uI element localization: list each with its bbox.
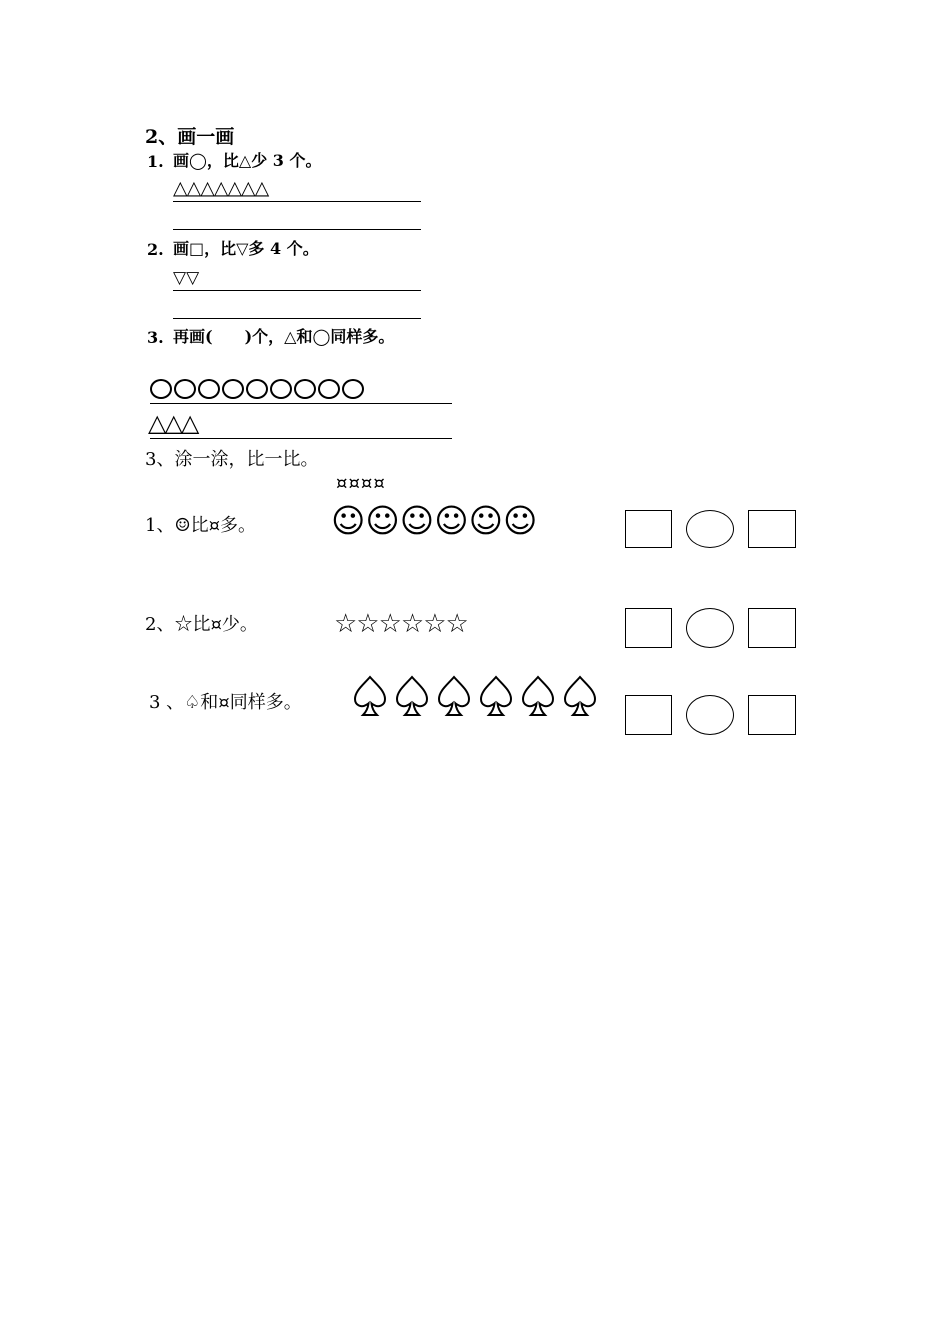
q3-line-1[interactable]	[150, 403, 452, 404]
circle-icon	[342, 379, 364, 399]
spade-outline-icon	[479, 675, 513, 717]
q3-triangle-row: △△△	[148, 409, 198, 437]
compare-box-left-3[interactable]	[625, 695, 672, 735]
circle-icon	[198, 379, 220, 399]
star-icon-row: ☆☆☆☆☆☆	[334, 609, 468, 639]
q2-text: 画□，比▽多 4 个。	[173, 239, 319, 258]
circle-icon	[174, 379, 196, 399]
spade-outline-icon	[563, 675, 597, 717]
q1-text: 画◯，比△少 3 个。	[173, 151, 322, 170]
spade-outline-icon	[395, 675, 429, 717]
compare-oval-1[interactable]	[686, 510, 734, 548]
compare-box-left-1[interactable]	[625, 510, 672, 548]
spade-outline-icon	[521, 675, 555, 717]
q3-line-2[interactable]	[150, 438, 452, 439]
spade-outline-icon	[437, 675, 471, 717]
row1-label: 1、☺比¤多。	[145, 515, 257, 536]
compare-box-left-2[interactable]	[625, 608, 672, 648]
q2-answer-line-1[interactable]	[173, 290, 421, 291]
compare-box-right-3[interactable]	[748, 695, 796, 735]
q1-answer-line-2[interactable]	[173, 229, 421, 230]
q1-triangle-row: △△△△△△△	[173, 177, 269, 199]
compare-box-right-1[interactable]	[748, 510, 796, 548]
q1-answer-line-1[interactable]	[173, 201, 421, 202]
row3-label: 3 、♤和¤同样多。	[149, 692, 302, 713]
circle-icon	[246, 379, 268, 399]
q3-text: 再画( )个，△和◯同样多。	[173, 327, 395, 346]
circle-icon	[294, 379, 316, 399]
q2-down-triangle-row: ▽▽	[173, 268, 200, 288]
compare-box-right-2[interactable]	[748, 608, 796, 648]
q1-number: 1.	[147, 152, 164, 171]
q3-number: 3.	[147, 328, 164, 347]
q3-circle-row	[150, 379, 364, 399]
section3-heading: 3、涂一涂，比一比。	[145, 449, 319, 470]
circle-icon	[318, 379, 340, 399]
currency-symbol-row: ¤¤¤¤	[336, 473, 386, 494]
circle-icon	[270, 379, 292, 399]
smiley-icon-row: ☺☺☺☺☺☺	[331, 501, 538, 540]
spade-outline-icon	[353, 675, 387, 717]
q2-answer-line-2[interactable]	[173, 318, 421, 319]
section2-heading: 2、画一画	[145, 126, 235, 148]
circle-icon	[150, 379, 172, 399]
row2-label: 2、☆比¤少。	[145, 614, 258, 635]
compare-oval-3[interactable]	[686, 695, 734, 735]
q2-number: 2.	[147, 240, 164, 259]
compare-oval-2[interactable]	[686, 608, 734, 648]
spade-icon-row	[353, 675, 605, 717]
circle-icon	[222, 379, 244, 399]
